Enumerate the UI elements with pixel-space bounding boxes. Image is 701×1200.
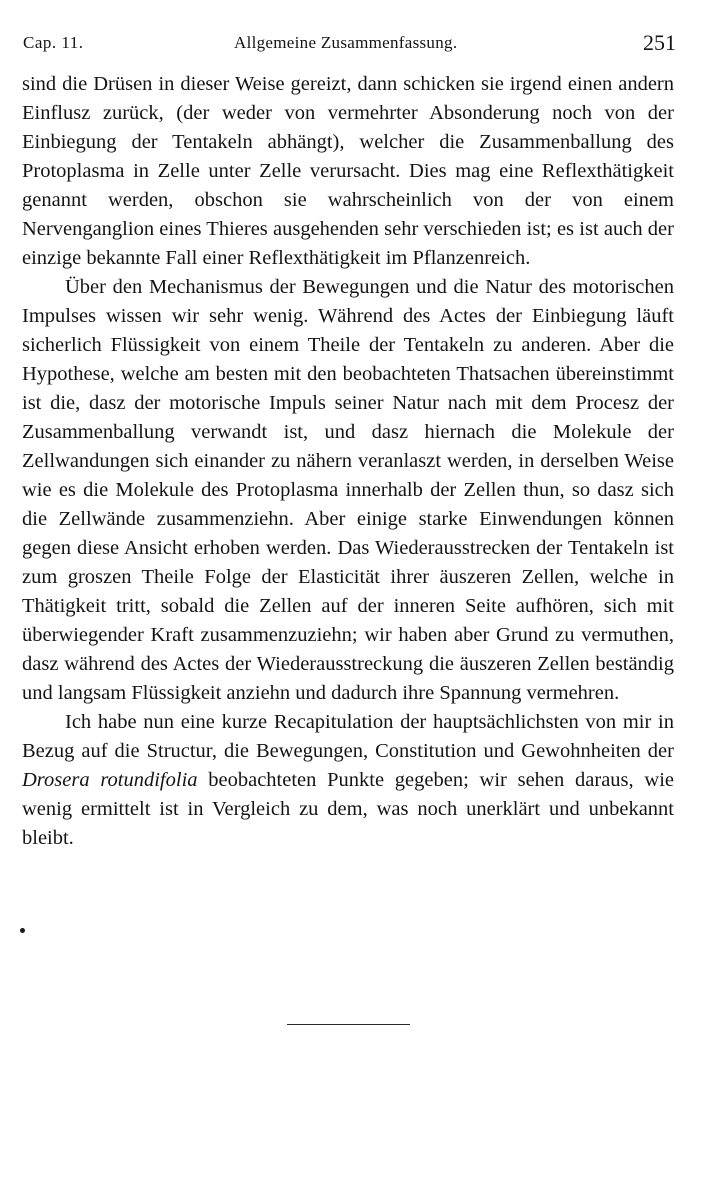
running-head	[23, 30, 676, 60]
chapter-label: Cap. 11.	[23, 33, 84, 52]
paragraph-text: sind die Drüsen in dieser Weise gereizt, dann schicken sie irgend einen andern Einflusz zurück, (der weder von vermehrter Absonderung noch von der Einbiegung der Tentakeln abhängt), welcher die Zusammenballung des Protoplasma in Zelle unter Zelle verursacht. Dies mag eine Reflexthätigkeit genannt werden, obschon sie wahrscheinlich von der von einem Nervenganglion eines Thieres ausgehenden sehr verschieden ist; es ist auch der einzige bekannte Fall einer Reflexthätigkeit im Pflanzenreich.	[22, 73, 674, 269]
species-name: Drosera rotundifolia	[22, 769, 198, 791]
paragraph-recapitulation	[22, 708, 674, 853]
paragraph-mechanism	[22, 273, 674, 708]
paragraph-text: Über den Mechanismus der Bewegungen und die Natur des motorischen Impulses wissen wir sehr wenig. Während des Actes der Einbiegung läuft sicherlich Flüssigkeit von einem Theile der Tentakeln zu anderen. Aber die Hypothese, welche am besten mit den beobachteten Thatsachen übereinstimmt ist die, dasz der motorische Impuls seiner Natur nach mit dem Procesz der Zusammenballung verwandt ist, und dasz hiernach die Molekule der Zellwandungen sich einander zu nähern veranlaszt werden, in derselben Weise wie es die Molekule des Protoplasma innerhalb der Zellen thun, so dasz sich die Zellwände zusammenziehn. Aber einige starke Einwendungen können gegen diese Ansicht erhoben werden. Das Wiederausstrecken der Tentakeln ist zum groszen Theile Folge der Elasticität ihrer äuszeren Zellen, welche in Thätigkeit tritt, sobald die Zellen auf der inneren Seite aufhören, sich mit überwiegender Kraft zusammenzuziehn; wir haben aber Grund zu vermuthen, dasz während des Actes der Wiederausstreckung die äuszeren Zellen beständig und langsam Flüssigkeit anziehn und dadurch ihre Spannung vermehren.	[22, 276, 674, 704]
running-title: Allgemeine Zusammenfassung.	[234, 33, 458, 52]
page-number: 251	[643, 30, 676, 55]
end-of-chapter-rule	[287, 1024, 410, 1025]
ink-spot	[20, 928, 25, 933]
paragraph-text: beobachteten Punkte gegeben; wir sehen daraus, wie wenig ermittelt ist in Vergleich zu dem, was noch unerklärt und unbekannt bleibt.	[22, 769, 674, 849]
body-text	[22, 70, 674, 853]
paragraph-continued	[22, 70, 674, 273]
paragraph-text: Ich habe nun eine kurze Recapitulation der hauptsächlichsten von mir in Bezug auf die Structur, die Bewegungen, Constitution und Gewohnheiten der	[22, 711, 674, 762]
